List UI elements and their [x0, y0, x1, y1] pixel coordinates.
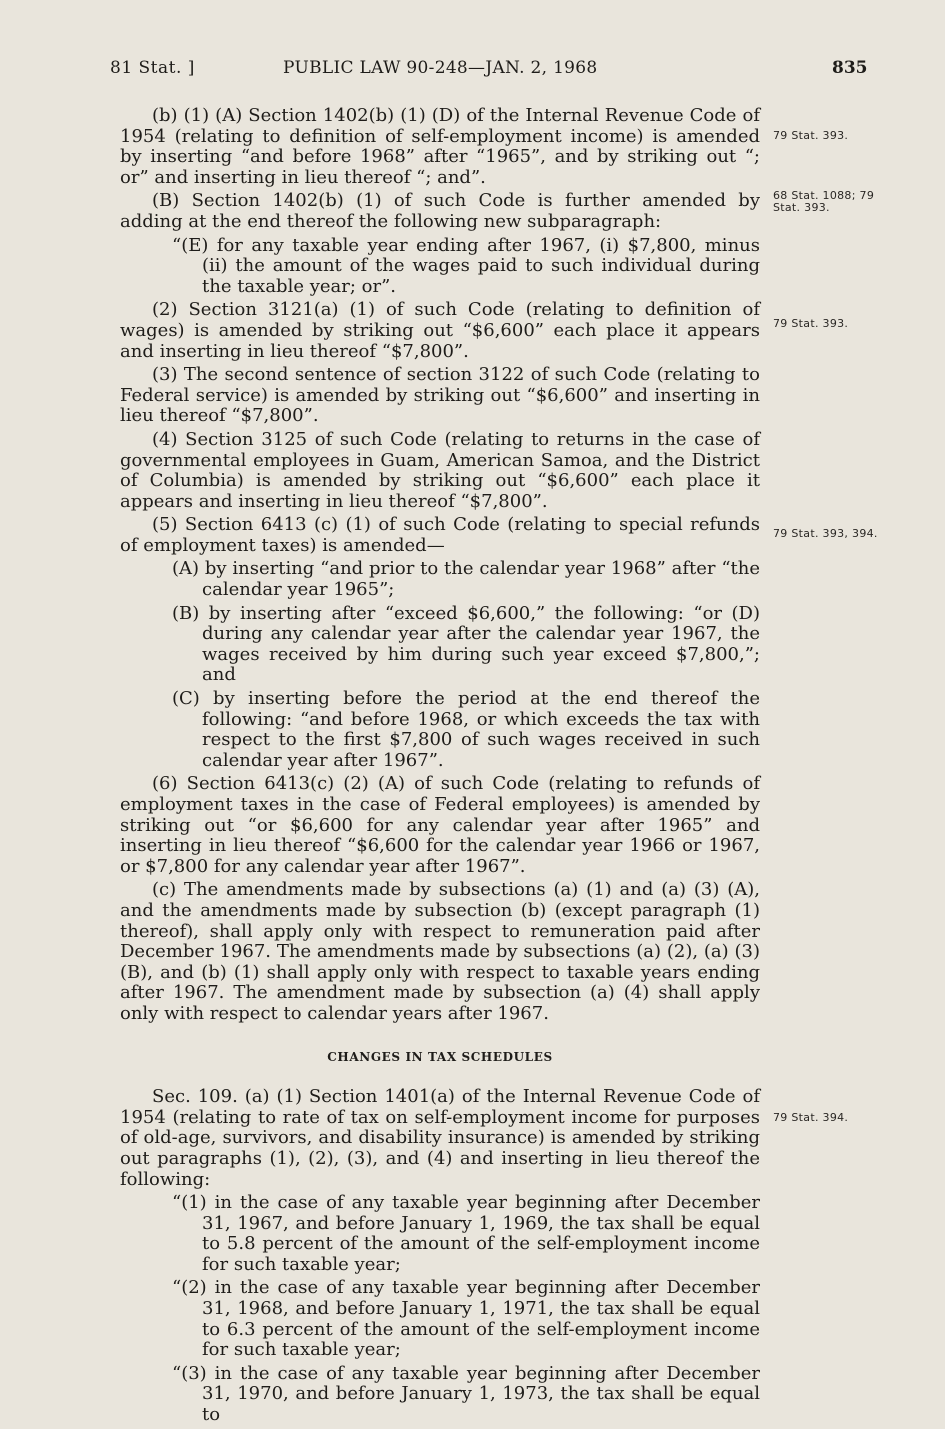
- margin-citation: 79 Stat. 394.: [773, 1111, 849, 1124]
- paragraph: (2) Section 3121(a) (1) of such Code (relating to definition of wages) is amended by striking out “$6,600” each place it appears and inserting in lieu thereof “$7,800”.: [120, 299, 760, 362]
- running-title: PUBLIC LAW 90-248—JAN. 2, 1968: [283, 58, 598, 78]
- paragraph: (B) Section 1402(b) (1) of such Code is further amended by adding at the end thereof the following new subparagraph:: [120, 190, 760, 232]
- clause: (B) by inserting after “exceed $6,600,” the following: “or (D) during any calendar year after the calendar year 1967, the wages received by him during such year exceed $7,800,”; and: [172, 602, 760, 686]
- quoted-paragraph: “(1) in the case of any taxable year beginning after December 31, 1967, and before January 1, 1969, the tax shall be equal to 5.8 percent of the amount of the self-employment income for such taxable year;: [172, 1192, 760, 1275]
- paragraph: (4) Section 3125 of such Code (relating to returns in the case of governmental employees in Guam, American Samoa, and the District of Columbia) is amended by striking out “$6,600” each place it appears and inserting in lieu thereof “$7,800”.: [120, 428, 760, 512]
- paragraph: Sec. 109. (a) (1) Section 1401(a) of the Internal Revenue Code of 1954 (relating to rate of tax on self-employment income for purposes of old-age, survivors, and disability insurance) is amended by striking out paragraphs (1), (2), (3), and (4) and inserting in lieu thereof the following:: [120, 1086, 760, 1190]
- quoted-subparagraph: “(E) for any taxable year ending after 1967, (i) $7,800, minus (ii) the amount of the wages paid to such individual during the taxable year; or”.: [172, 234, 760, 297]
- quoted-paragraph: “(2) in the case of any taxable year beginning after December 31, 1968, and before January 1, 1971, the tax shall be equal to 6.3 percent of the amount of the self-employment income for such taxable year;: [172, 1277, 760, 1361]
- clause: (C) by inserting before the period at the end thereof the following: “and before 1968, or which exceeds the tax with respect to the first $7,800 of such wages received in such calendar year after 1967”.: [172, 688, 760, 771]
- section-caption: CHANGES IN TAX SCHEDULES: [327, 1049, 553, 1064]
- page-number: 835: [832, 58, 868, 78]
- clause: (A) by inserting “and prior to the calendar year 1968” after “the calendar year 1965”;: [172, 558, 760, 601]
- paragraph: (c) The amendments made by subsections (a) (1) and (a) (3) (A), and the amendments made by subsection (b) (except paragraph (1) thereof), shall apply only with respect to remuneration paid after December 1967. The amendments made by subsections (a) (2), (a) (3) (B), and (b) (1) shall apply only with respect to taxable years ending after 1967. The amendment made by subsection (a) (4) shall apply only with respect to calendar years after 1967.: [120, 879, 760, 1024]
- volume-reference: 81 Stat. ]: [110, 58, 195, 78]
- paragraph: (6) Section 6413(c) (2) (A) of such Code (relating to refunds of employment taxes in the case of Federal employees) is amended by striking out “or $6,600 for any calendar year after 1965” and inserting in lieu thereof “$6,600 for the calendar year 1966 or 1967, or $7,800 for any calendar year after 1967”.: [120, 773, 760, 877]
- margin-citation: 79 Stat. 393, 394.: [773, 527, 878, 540]
- page-header: [0, 58, 945, 88]
- paragraph: (5) Section 6413 (c) (1) of such Code (relating to special refunds of employment taxes) is amended—: [120, 514, 760, 556]
- margin-citation: 79 Stat. 393.: [773, 317, 849, 330]
- paragraph: (3) The second sentence of section 3122 of such Code (relating to Federal service) is amended by striking out “$6,600” and inserting in lieu thereof “$7,800”.: [120, 364, 760, 427]
- main-text: [120, 106, 760, 1429]
- margin-citation: 68 Stat. 1088; 79 Stat. 393.: [773, 189, 875, 214]
- margin-citation: 79 Stat. 393.: [773, 129, 849, 142]
- paragraph: (b) (1) (A) Section 1402(b) (1) (D) of the Internal Revenue Code of 1954 (relating to definition of self-employment income) is amended by inserting “and before 1968” after “1965”, and by striking out “; or” and inserting in lieu thereof “; and”.: [120, 105, 760, 188]
- quoted-paragraph: “(3) in the case of any taxable year beginning after December 31, 1970, and before January 1, 1973, the tax shall be equal to: [172, 1362, 760, 1426]
